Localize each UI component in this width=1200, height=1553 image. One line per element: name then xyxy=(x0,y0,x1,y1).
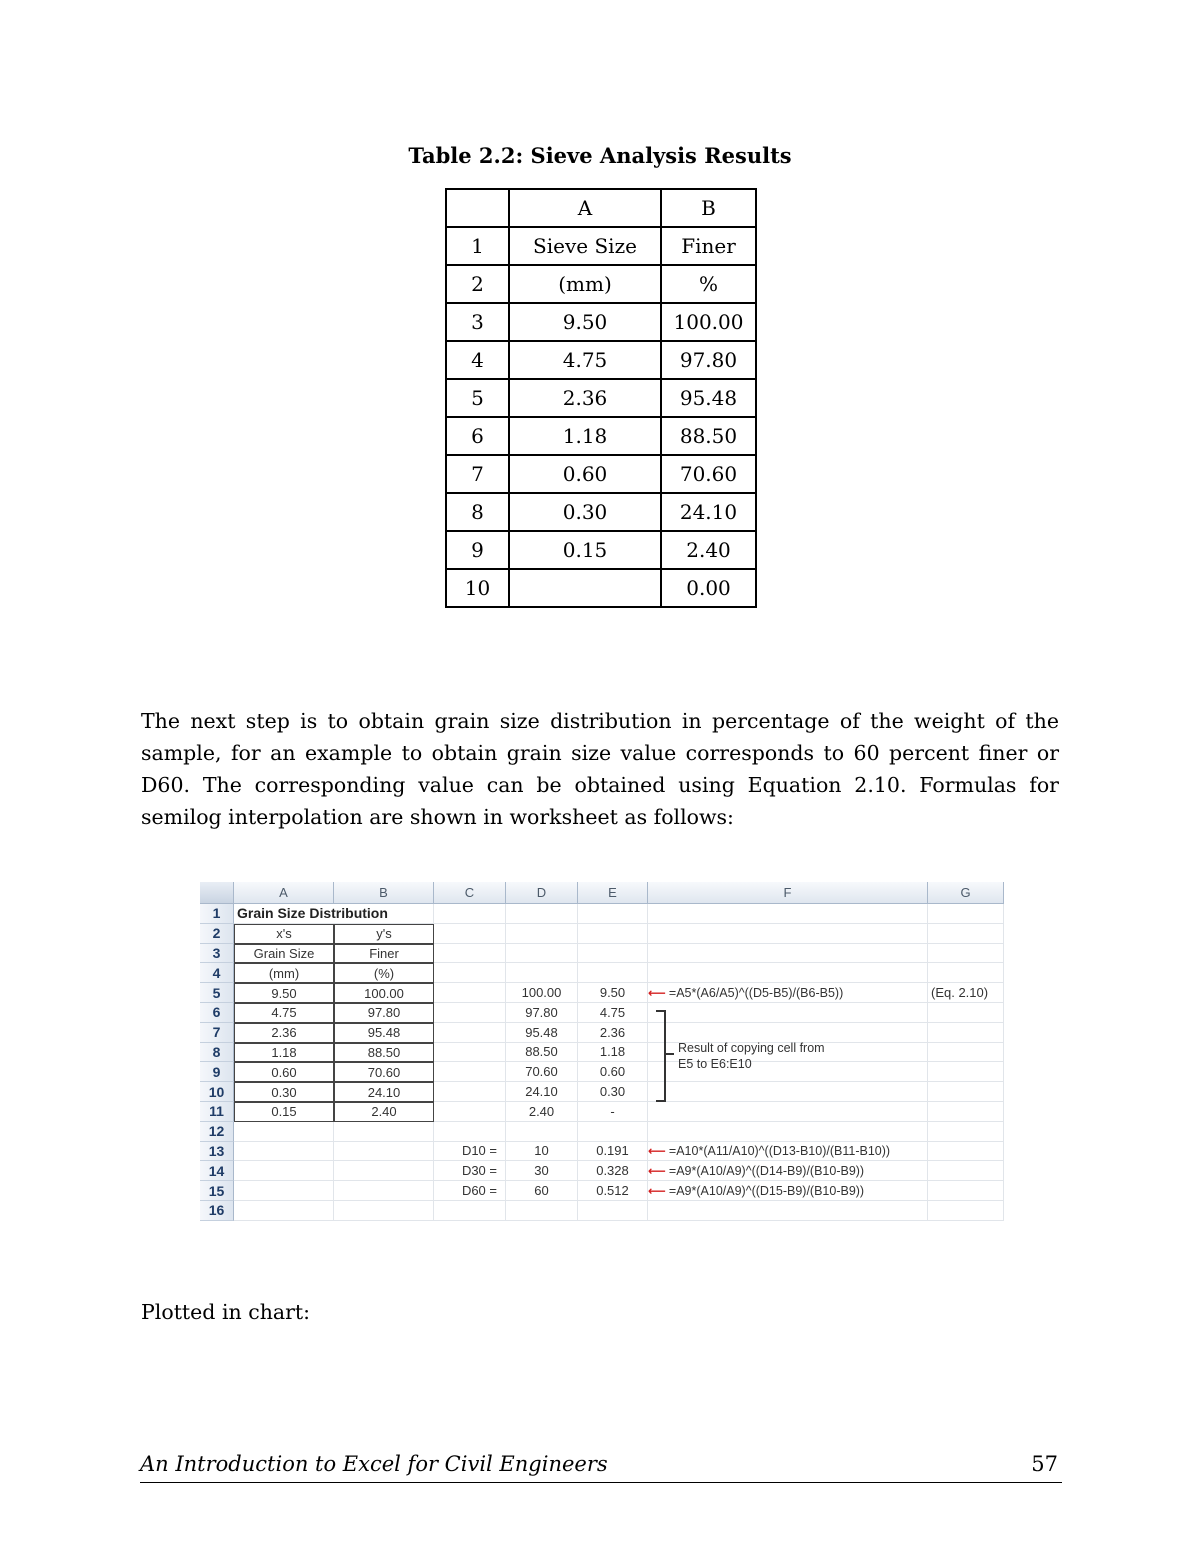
sieve-size-cell: Sieve Size xyxy=(509,227,661,265)
x-unit-cell: (mm) xyxy=(234,963,334,983)
table-row xyxy=(446,379,756,417)
empty-cell xyxy=(334,1201,434,1221)
equation-label: (Eq. 2.10) xyxy=(928,983,1004,1003)
table-row xyxy=(446,493,756,531)
table-row xyxy=(446,569,756,607)
row-header: 13 xyxy=(200,1142,234,1162)
empty-cell xyxy=(648,924,928,944)
row-header: 9 xyxy=(200,1062,234,1082)
row-number-cell: 3 xyxy=(446,303,509,341)
empty-cell xyxy=(434,904,506,924)
empty-cell xyxy=(234,1181,334,1201)
empty-cell xyxy=(578,1122,648,1142)
row-header: 4 xyxy=(200,963,234,983)
empty-cell xyxy=(434,1201,506,1221)
table-caption: Table 2.2: Sieve Analysis Results xyxy=(408,143,792,168)
column-header-b: B xyxy=(334,882,434,904)
empty-cell xyxy=(928,1082,1004,1102)
red-arrow-icon: ⟵ xyxy=(648,1144,666,1159)
table-row xyxy=(446,531,756,569)
d30-label: D30 = xyxy=(434,1161,506,1181)
sieve-size-cell: 0.60 xyxy=(509,455,661,493)
d30-formula xyxy=(648,1161,928,1181)
empty-cell xyxy=(648,1003,928,1023)
finer-value-cell: 100.00 xyxy=(334,983,434,1003)
empty-cell xyxy=(928,1122,1004,1142)
row-header: 10 xyxy=(200,1082,234,1102)
e-value-cell: 9.50 xyxy=(578,983,648,1003)
red-arrow-icon: ⟵ xyxy=(648,1184,666,1199)
empty-cell xyxy=(434,924,506,944)
table-header-cell: B xyxy=(661,189,756,227)
empty-cell xyxy=(928,1003,1004,1023)
formula-text: =A9*(A10/A9)^((D15-B9)/(B10-B9)) xyxy=(668,1183,865,1198)
empty-cell xyxy=(578,944,648,964)
sheet-title-cell: Grain Size Distribution xyxy=(234,904,434,924)
empty-cell xyxy=(578,924,648,944)
column-header-g: G xyxy=(928,882,1004,904)
row-number-cell: 8 xyxy=(446,493,509,531)
empty-cell xyxy=(506,944,578,964)
empty-cell xyxy=(648,1201,928,1221)
empty-cell xyxy=(928,1102,1004,1122)
red-arrow-icon: ⟵ xyxy=(648,1164,666,1179)
formula-text: =A10*(A11/A10)^((D13-B10)/(B11-B10)) xyxy=(668,1143,891,1158)
sieve-size-cell: 4.75 xyxy=(509,341,661,379)
column-header-a: A xyxy=(234,882,334,904)
row-number-cell: 6 xyxy=(446,417,509,455)
finer-cell: 70.60 xyxy=(661,455,756,493)
empty-cell xyxy=(928,1142,1004,1162)
empty-cell xyxy=(434,1043,506,1063)
finer-cell: % xyxy=(661,265,756,303)
copy-note-line: Result of copying cell from xyxy=(678,1041,825,1055)
empty-cell xyxy=(928,1062,1004,1082)
y-name-cell: Finer xyxy=(334,944,434,964)
d-value-cell: 24.10 xyxy=(506,1082,578,1102)
table-header-cell xyxy=(446,189,509,227)
d-value-cell: 95.48 xyxy=(506,1023,578,1043)
empty-cell xyxy=(434,1062,506,1082)
bracket-tick xyxy=(666,1053,674,1055)
row-header: 16 xyxy=(200,1201,234,1221)
empty-cell xyxy=(648,1122,928,1142)
empty-cell xyxy=(648,963,928,983)
finer-cell: 2.40 xyxy=(661,531,756,569)
empty-cell xyxy=(434,1102,506,1122)
table-row xyxy=(446,265,756,303)
empty-cell xyxy=(928,1201,1004,1221)
e-value-cell: - xyxy=(578,1102,648,1122)
empty-cell xyxy=(506,1201,578,1221)
empty-cell xyxy=(434,983,506,1003)
sieve-analysis-table xyxy=(445,188,757,608)
page-number: 57 xyxy=(1031,1452,1058,1476)
row-number-cell: 5 xyxy=(446,379,509,417)
empty-cell xyxy=(506,963,578,983)
d10-value: 0.191 xyxy=(578,1142,648,1162)
empty-cell xyxy=(434,944,506,964)
d60-label: D60 = xyxy=(434,1181,506,1201)
finer-cell: 97.80 xyxy=(661,341,756,379)
sieve-size-cell: 1.18 xyxy=(509,417,661,455)
finer-value-cell: 95.48 xyxy=(334,1023,434,1043)
finer-cell: 100.00 xyxy=(661,303,756,341)
empty-cell xyxy=(578,963,648,983)
sieve-size-cell: 0.30 xyxy=(509,493,661,531)
grain-size-cell: 2.36 xyxy=(234,1023,334,1043)
spreadsheet-screenshot xyxy=(200,882,1004,1226)
empty-cell xyxy=(928,1181,1004,1201)
empty-cell xyxy=(434,963,506,983)
empty-cell xyxy=(434,1023,506,1043)
grain-size-cell: 0.60 xyxy=(234,1062,334,1082)
e-value-cell: 0.60 xyxy=(578,1062,648,1082)
empty-cell xyxy=(928,924,1004,944)
row-header: 8 xyxy=(200,1043,234,1063)
row-header: 7 xyxy=(200,1023,234,1043)
row-number-cell: 4 xyxy=(446,341,509,379)
grain-size-cell: 0.30 xyxy=(234,1082,334,1102)
y-label-cell: y's xyxy=(334,924,434,944)
table-row xyxy=(446,341,756,379)
finer-value-cell: 97.80 xyxy=(334,1003,434,1023)
grain-size-cell: 1.18 xyxy=(234,1043,334,1063)
copy-note xyxy=(678,1040,825,1072)
empty-cell xyxy=(928,1161,1004,1181)
finer-cell: 0.00 xyxy=(661,569,756,607)
formula-annotation xyxy=(648,983,928,1003)
row-number-cell: 9 xyxy=(446,531,509,569)
finer-value-cell: 88.50 xyxy=(334,1043,434,1063)
empty-cell xyxy=(334,1161,434,1181)
page-footer xyxy=(140,1452,1062,1483)
formula-text: =A5*(A6/A5)^((D5-B5)/(B6-B5)) xyxy=(668,985,844,1000)
empty-cell xyxy=(234,1201,334,1221)
column-header-e: E xyxy=(578,882,648,904)
empty-cell xyxy=(234,1161,334,1181)
empty-cell xyxy=(578,904,648,924)
empty-cell xyxy=(648,944,928,964)
column-header-c: C xyxy=(434,882,506,904)
grain-size-cell: 0.15 xyxy=(234,1102,334,1122)
empty-cell xyxy=(434,1082,506,1102)
row-number-cell: 7 xyxy=(446,455,509,493)
x-name-cell: Grain Size xyxy=(234,944,334,964)
row-header: 3 xyxy=(200,944,234,964)
empty-cell xyxy=(928,1043,1004,1063)
finer-cell: 24.10 xyxy=(661,493,756,531)
finer-cell: 88.50 xyxy=(661,417,756,455)
row-number-cell: 1 xyxy=(446,227,509,265)
empty-cell xyxy=(648,1102,928,1122)
row-header: 2 xyxy=(200,924,234,944)
bracket-icon xyxy=(656,1010,666,1102)
empty-cell xyxy=(928,963,1004,983)
empty-cell xyxy=(506,924,578,944)
column-header-f: F xyxy=(648,882,928,904)
d30-value: 0.328 xyxy=(578,1161,648,1181)
empty-cell xyxy=(928,944,1004,964)
row-header: 11 xyxy=(200,1102,234,1122)
row-header: 15 xyxy=(200,1181,234,1201)
empty-cell xyxy=(578,1201,648,1221)
empty-cell xyxy=(434,1122,506,1142)
row-header: 5 xyxy=(200,983,234,1003)
empty-cell xyxy=(434,1003,506,1023)
d10-formula xyxy=(648,1142,928,1162)
table-row xyxy=(446,417,756,455)
finer-value-cell: 2.40 xyxy=(334,1102,434,1122)
empty-cell xyxy=(928,1023,1004,1043)
table-row xyxy=(446,227,756,265)
select-all-corner xyxy=(200,882,234,904)
empty-cell xyxy=(234,1122,334,1142)
row-header: 14 xyxy=(200,1161,234,1181)
sieve-size-cell: 2.36 xyxy=(509,379,661,417)
d-value-cell: 2.40 xyxy=(506,1102,578,1122)
finer-cell: 95.48 xyxy=(661,379,756,417)
finer-value-cell: 24.10 xyxy=(334,1082,434,1102)
table-row xyxy=(446,455,756,493)
body-paragraph: The next step is to obtain grain size distribution in percentage of the weight of the sample, for an example to obtain grain size value corresponds to 60 percent finer or D60. The corresponding value can be obtained using Equation 2.10. Formulas for semilog interpolation are shown in worksheet as follows: xyxy=(141,708,1059,829)
d-value-cell: 88.50 xyxy=(506,1043,578,1063)
e-value-cell: 4.75 xyxy=(578,1003,648,1023)
empty-cell xyxy=(234,1142,334,1162)
e-value-cell: 2.36 xyxy=(578,1023,648,1043)
table-header-row xyxy=(446,189,756,227)
column-header-d: D xyxy=(506,882,578,904)
row-header: 12 xyxy=(200,1122,234,1142)
d60-value: 0.512 xyxy=(578,1181,648,1201)
sieve-size-cell: (mm) xyxy=(509,265,661,303)
empty-cell xyxy=(506,1122,578,1142)
plotted-label: Plotted in chart: xyxy=(141,1300,311,1324)
empty-cell xyxy=(334,1122,434,1142)
grain-size-cell: 4.75 xyxy=(234,1003,334,1023)
row-header: 6 xyxy=(200,1003,234,1023)
sieve-size-cell xyxy=(509,569,661,607)
d10-label: D10 = xyxy=(434,1142,506,1162)
sieve-size-cell: 0.15 xyxy=(509,531,661,569)
empty-cell xyxy=(648,904,928,924)
d30-percent: 30 xyxy=(506,1161,578,1181)
row-header: 1 xyxy=(200,904,234,924)
d60-formula xyxy=(648,1181,928,1201)
d-value-cell: 97.80 xyxy=(506,1003,578,1023)
d10-percent: 10 xyxy=(506,1142,578,1162)
table-header-cell: A xyxy=(509,189,661,227)
red-arrow-icon: ⟵ xyxy=(648,986,666,1001)
grain-size-cell: 9.50 xyxy=(234,983,334,1003)
empty-cell xyxy=(506,904,578,924)
table-row xyxy=(446,303,756,341)
y-unit-cell: (%) xyxy=(334,963,434,983)
e-value-cell: 0.30 xyxy=(578,1082,648,1102)
d-value-cell: 70.60 xyxy=(506,1062,578,1082)
copy-note-line: E5 to E6:E10 xyxy=(678,1057,752,1071)
e-value-cell: 1.18 xyxy=(578,1043,648,1063)
empty-cell xyxy=(648,1082,928,1102)
d-value-cell: 100.00 xyxy=(506,983,578,1003)
row-number-cell: 10 xyxy=(446,569,509,607)
finer-cell: Finer xyxy=(661,227,756,265)
d60-percent: 60 xyxy=(506,1181,578,1201)
finer-value-cell: 70.60 xyxy=(334,1062,434,1082)
empty-cell xyxy=(334,1181,434,1201)
formula-text: =A9*(A10/A9)^((D14-B9)/(B10-B9)) xyxy=(668,1163,865,1178)
empty-cell xyxy=(928,904,1004,924)
empty-cell xyxy=(334,1142,434,1162)
sieve-size-cell: 9.50 xyxy=(509,303,661,341)
x-label-cell: x's xyxy=(234,924,334,944)
row-number-cell: 2 xyxy=(446,265,509,303)
footer-book-title: An Introduction to Excel for Civil Engineers xyxy=(140,1452,608,1476)
